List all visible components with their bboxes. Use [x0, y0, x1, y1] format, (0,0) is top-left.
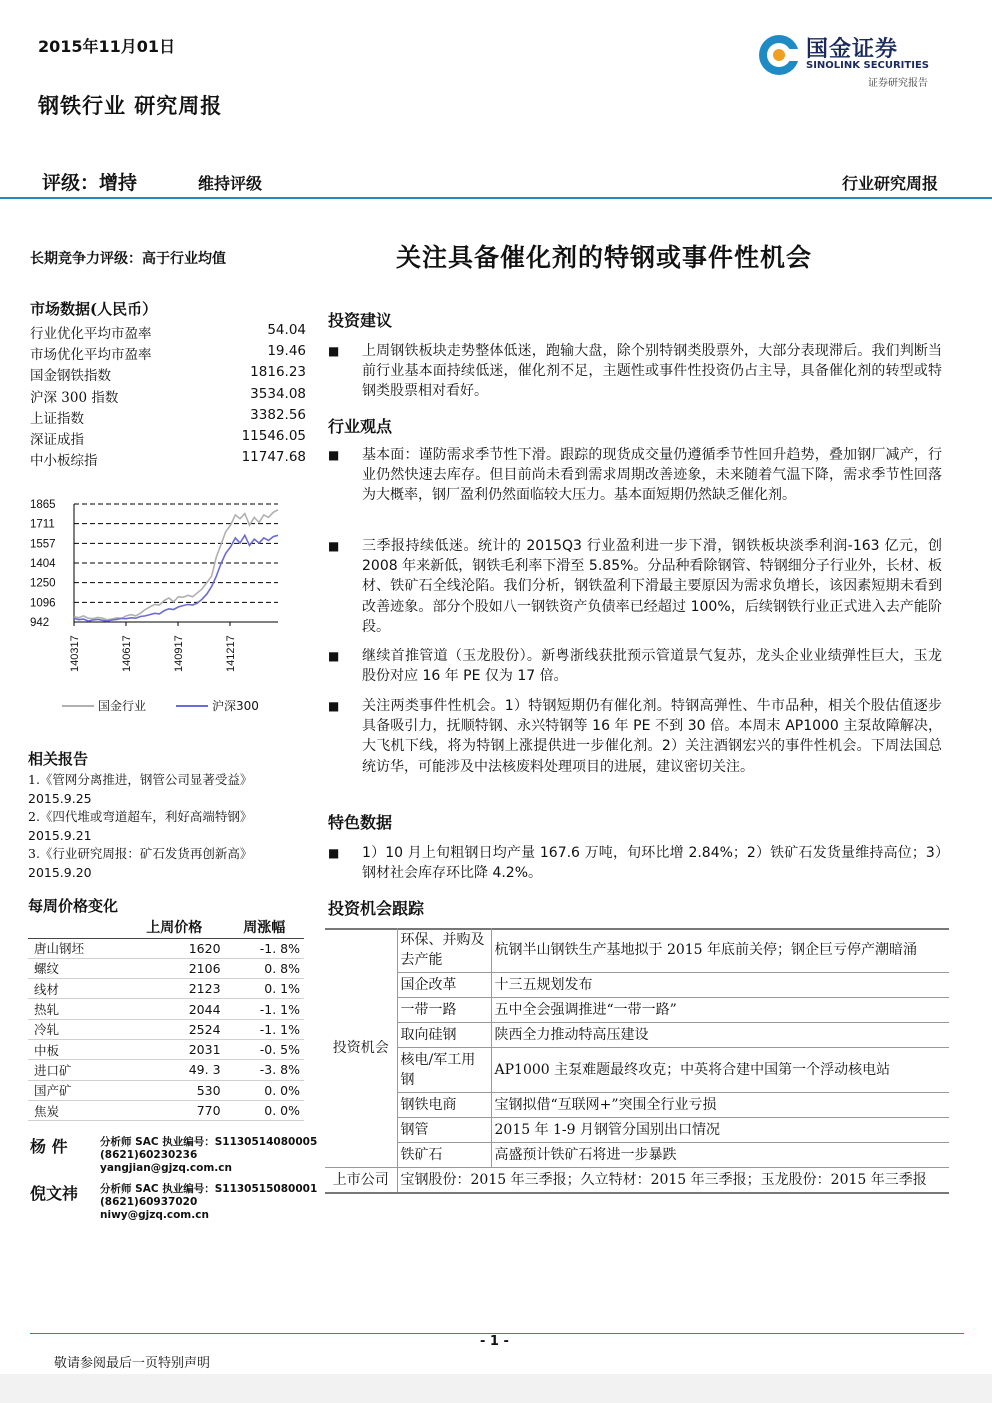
- opportunity-topic: 取向硅钢: [397, 1023, 491, 1048]
- analyst-name: 杨 件: [30, 1137, 68, 1156]
- footer-bar: [0, 1374, 992, 1403]
- change-col-header: 周涨幅: [225, 916, 304, 938]
- view-bullet-2: ■ 三季报持续低迷。统计的 2015Q3 行业盈利进一步下滑，钢铁板块淡季利润-163 亿元，创 2008 年来新低，钢铁毛利率下滑至 5.85%。分品种看除钢管、特钢细分子行业外，长材、板材、铁矿石全线沦陷。我们分析，钢铁盈利下滑最主要原因为需求负增长，该因素短期未看到改善迹象。部分个股如八一钢铁资产负债率已经超过 100%，后续钢铁行业正式进入去产能阶段。: [328, 538, 942, 635]
- analyst-email: niwy@gjzq.com.cn: [100, 1209, 209, 1221]
- opportunity-row: [325, 1093, 949, 1118]
- opportunity-detail: 2015 年 1-9 月钢管分国别出口情况: [491, 1118, 949, 1143]
- view-bullet-3: ■ 继续首推管道（玉龙股份）。新粤浙线获批预示管道景气复苏，龙头企业业绩弹性巨大，玉龙股份对应 16 年 PE 仅为 17 倍。: [328, 648, 942, 685]
- advice-heading: 投资建议: [328, 311, 393, 330]
- listed-category: 上市公司: [325, 1168, 397, 1194]
- related-heading: 相关报告: [28, 750, 89, 768]
- product-change: 0. 8%: [225, 958, 304, 978]
- related-report-date: 2015.9.20: [28, 864, 92, 880]
- chart-ytick-label: 1711: [30, 518, 55, 531]
- chart-series-line: [74, 535, 278, 621]
- product-price: 2106: [124, 958, 225, 978]
- special-heading: 特色数据: [328, 813, 393, 832]
- analyst-phone: (8621)60230236: [100, 1149, 198, 1161]
- product-price: 2044: [124, 999, 225, 1019]
- analyst-email: yangjian@gjzq.com.cn: [100, 1162, 232, 1174]
- company-logo: [756, 30, 946, 90]
- logo-sub: 证券研究报告: [868, 78, 928, 89]
- price-heading: 每周价格变化: [28, 897, 119, 915]
- rating: 评级：增持: [42, 172, 138, 194]
- price-row: [28, 1060, 304, 1080]
- market-value: 11747.68: [241, 449, 306, 466]
- related-report-title: 1.《管网分离推进，钢管公司显著受益》: [28, 772, 253, 787]
- listed-detail: 宝钢股份：2015 年三季报；久立特材：2015 年三季报；玉龙股份：2015 年三季报: [397, 1168, 949, 1194]
- product-price: 770: [124, 1100, 225, 1120]
- opportunity-topic: 环保、并购及去产能: [397, 928, 491, 973]
- product-name: 唐山钢坯: [28, 938, 124, 958]
- price-table: [28, 916, 304, 1121]
- related-report-date: 2015.9.25: [28, 790, 92, 806]
- opportunity-row: [325, 928, 949, 973]
- view-bullet-4: ■ 关注两类事件性机会。1）特钢短期仍有催化剂。特钢高弹性、牛市品种，相关个股估值逐步具备吸引力，抚顺特钢、永兴特钢等 16 年 PE 不到 30 倍。本周末 AP1000 主泵故障解决，大飞机下线，将为特钢上涨提供进一步催化剂。2）关注酒钢宏兴的事件性机会。下周法国总统访华，可能涉及中法核废料处理项目的进展，建议密切关注。: [328, 698, 942, 775]
- opportunity-detail: 宝钢拟借“互联网+”突围全行业亏损: [491, 1093, 949, 1118]
- market-label: 市场优化平均市盈率: [30, 347, 152, 364]
- related-report-date: 2015.9.21: [28, 827, 92, 843]
- price-row: [28, 1039, 304, 1059]
- product-change: -0. 5%: [225, 1039, 304, 1059]
- opportunity-topic: 钢管: [397, 1118, 491, 1143]
- report-date: 2015年11月01日: [38, 37, 176, 56]
- opportunity-detail: 十三五规划发布: [491, 973, 949, 998]
- related-report-title: 2.《四代堆或弯道超车，利好高端特钢》: [28, 809, 253, 824]
- bullet-square-icon: ■: [328, 699, 340, 713]
- price-row: [28, 999, 304, 1019]
- opportunity-row: [325, 1143, 949, 1168]
- chart-ytick-label: 1250: [30, 577, 56, 590]
- industry-title: 钢铁行业 研究周报: [38, 93, 223, 118]
- page-title: 关注具备催化剂的特钢或事件性机会: [396, 243, 813, 272]
- market-row: [30, 343, 306, 364]
- chart-xtick-label: 140617: [121, 635, 133, 672]
- market-label: 国金钢铁指数: [30, 368, 111, 385]
- chart-ytick-label: 1865: [30, 499, 56, 511]
- price-row: [28, 1080, 304, 1100]
- market-label: 深证成指: [30, 432, 84, 448]
- index-chart: [28, 492, 318, 722]
- product-name: 国产矿: [28, 1080, 124, 1100]
- market-row: [30, 386, 306, 407]
- bullet-square-icon: ■: [328, 448, 340, 462]
- product-name: 螺纹: [28, 958, 124, 978]
- opportunity-table: [325, 928, 949, 1194]
- market-value: 19.46: [267, 343, 306, 360]
- product-change: 0. 1%: [225, 979, 304, 999]
- bullet-square-icon: ■: [328, 539, 340, 553]
- market-value: 54.04: [267, 322, 306, 338]
- analyst-sac: 分析师 SAC 执业编号：S1130514080005: [100, 1136, 318, 1148]
- price-row: [28, 1019, 304, 1039]
- market-label: 上证指数: [30, 410, 84, 427]
- bullet-square-icon: ■: [328, 846, 340, 860]
- logo-emblem-icon: [756, 32, 802, 78]
- chart-ytick-label: 1557: [30, 538, 56, 551]
- analyst-phone: (8621)60937020: [100, 1196, 198, 1208]
- opportunity-row: [325, 973, 949, 998]
- market-value: 11546.05: [241, 428, 306, 444]
- market-row: [30, 449, 306, 470]
- market-label: 行业优化平均市盈率: [30, 326, 152, 342]
- logo-cn: 国金证券: [806, 37, 899, 62]
- product-change: 0. 0%: [225, 1080, 304, 1100]
- report-type: 行业研究周报: [841, 174, 938, 193]
- market-row: [30, 428, 306, 449]
- product-change: -3. 8%: [225, 1060, 304, 1080]
- related-report: [28, 808, 318, 845]
- product-change: -1. 1%: [225, 999, 304, 1019]
- related-report: [28, 845, 318, 882]
- price-row: [28, 979, 304, 999]
- product-name: 进口矿: [28, 1060, 124, 1080]
- page-number: - 1 -: [480, 1334, 509, 1349]
- price-row: [28, 958, 304, 978]
- product-price: 2123: [124, 979, 225, 999]
- market-label: 中小板综指: [30, 453, 98, 470]
- track-heading: 投资机会跟踪: [328, 899, 425, 918]
- related-report-title: 3.《行业研究周报：矿石发货再创新高》: [28, 846, 253, 861]
- opportunity-detail: AP1000 主泵难题最终攻克；中英将合建中国第一个浮动核电站: [491, 1048, 949, 1093]
- product-change: -1. 1%: [225, 1019, 304, 1039]
- analyst-name: 倪文祎: [30, 1184, 79, 1203]
- market-value: 3534.08: [250, 385, 306, 402]
- advice-bullet: ■ 上周钢铁板块走势整体低迷，跑输大盘，除个别特钢类股票外，大部分表现滞后。我们判断当前行业基本面持续低迷，催化剂不足，主题性或事件性投资仍占主导，具备催化剂的转型或特钢类股票相对看好。: [328, 343, 942, 400]
- logo-en: SINOLINK SECURITIES: [806, 60, 929, 71]
- legend-label: 国金行业: [98, 699, 147, 713]
- opportunity-detail: 杭钢半山钢铁生产基地拟于 2015 年底前关停；钢企巨亏停产潮暗涌: [491, 928, 949, 973]
- legend-label: 沪深300: [212, 699, 259, 713]
- product-name: 中板: [28, 1039, 124, 1059]
- market-row: [30, 364, 306, 385]
- opportunity-detail: 五中全会强调推进“一带一路”: [491, 998, 949, 1023]
- header-divider: [0, 197, 992, 199]
- product-name: 焦炭: [28, 1100, 124, 1120]
- chart-ytick-label: 1096: [30, 597, 56, 610]
- analyst-sac: 分析师 SAC 执业编号：S1130515080001: [100, 1183, 318, 1195]
- opportunity-topic: 一带一路: [397, 998, 491, 1023]
- price-row: [28, 938, 304, 958]
- chart-xtick-label: 141217: [225, 635, 237, 672]
- opportunity-topic: 钢铁电商: [397, 1093, 491, 1118]
- opportunity-row: [325, 1118, 949, 1143]
- product-name: 线材: [28, 979, 124, 999]
- product-price: 530: [124, 1080, 225, 1100]
- index-chart-svg: [28, 492, 318, 722]
- product-change: 0. 0%: [225, 1100, 304, 1120]
- view-heading: 行业观点: [328, 417, 393, 436]
- market-value: 1816.23: [250, 364, 306, 381]
- bullet-square-icon: ■: [328, 649, 340, 663]
- product-price: 1620: [124, 938, 225, 958]
- opportunity-row: [325, 1048, 949, 1093]
- product-change: -1. 8%: [225, 938, 304, 958]
- related-reports: [28, 748, 318, 882]
- product-name: 冷轧: [28, 1019, 124, 1039]
- market-row: [30, 407, 306, 428]
- chart-ytick-label: 942: [30, 617, 50, 629]
- opportunity-topic: 铁矿石: [397, 1143, 491, 1168]
- market-value: 3382.56: [250, 406, 306, 423]
- product-price: 49. 3: [124, 1060, 225, 1080]
- chart-ytick-label: 1404: [30, 558, 56, 570]
- opportunity-topic: 国企改革: [397, 973, 491, 998]
- special-bullet: ■ 1）10 月上旬粗钢日均产量 167.6 万吨，旬环比增 2.84%；2）铁矿石发货量维持高位；3）钢材社会库存环比降 4.2%。: [328, 845, 942, 882]
- compete-rating: 长期竞争力评级：高于行业均值: [30, 251, 226, 267]
- opportunity-row: [325, 1023, 949, 1048]
- product-price: 2524: [124, 1019, 225, 1039]
- chart-xtick-label: 140917: [173, 635, 185, 672]
- product-price: 2031: [124, 1039, 225, 1059]
- chart-series-line: [74, 510, 278, 620]
- product-name: 热轧: [28, 999, 124, 1019]
- opportunity-category: 投资机会: [325, 928, 397, 1168]
- listed-company-row: [325, 1168, 949, 1194]
- price-col-header: 上周价格: [124, 916, 225, 938]
- price-row: [28, 1100, 304, 1120]
- opportunity-detail: 陕西全力推动特高压建设: [491, 1023, 949, 1048]
- chart-xtick-label: 140317: [69, 635, 81, 672]
- market-label: 沪深 300 指数: [30, 389, 119, 406]
- view-bullet-1: ■ 基本面：谨防需求季节性下滑。跟踪的现货成交量仍遵循季节性回升趋势，叠加钢厂减产，行业仍然快速去库存。但目前尚未看到需求周期改善迹象，未来随着气温下降，需求季节性回落为大概率，钢厂盈利仍然面临较大压力。基本面短期仍然缺乏催化剂。: [328, 447, 942, 504]
- bullet-square-icon: ■: [328, 344, 340, 358]
- related-report: [28, 771, 318, 808]
- opportunity-row: [325, 998, 949, 1023]
- opportunity-detail: 高盛预计铁矿石将进一步暴跌: [491, 1143, 949, 1168]
- market-row: [30, 322, 306, 343]
- footer-note: 敬请参阅最后一页特别声明: [54, 1356, 211, 1371]
- market-heading: 市场数据(人民币）: [30, 300, 158, 318]
- opportunity-topic: 核电/军工用钢: [397, 1048, 491, 1093]
- rating-action: 维持评级: [198, 174, 263, 193]
